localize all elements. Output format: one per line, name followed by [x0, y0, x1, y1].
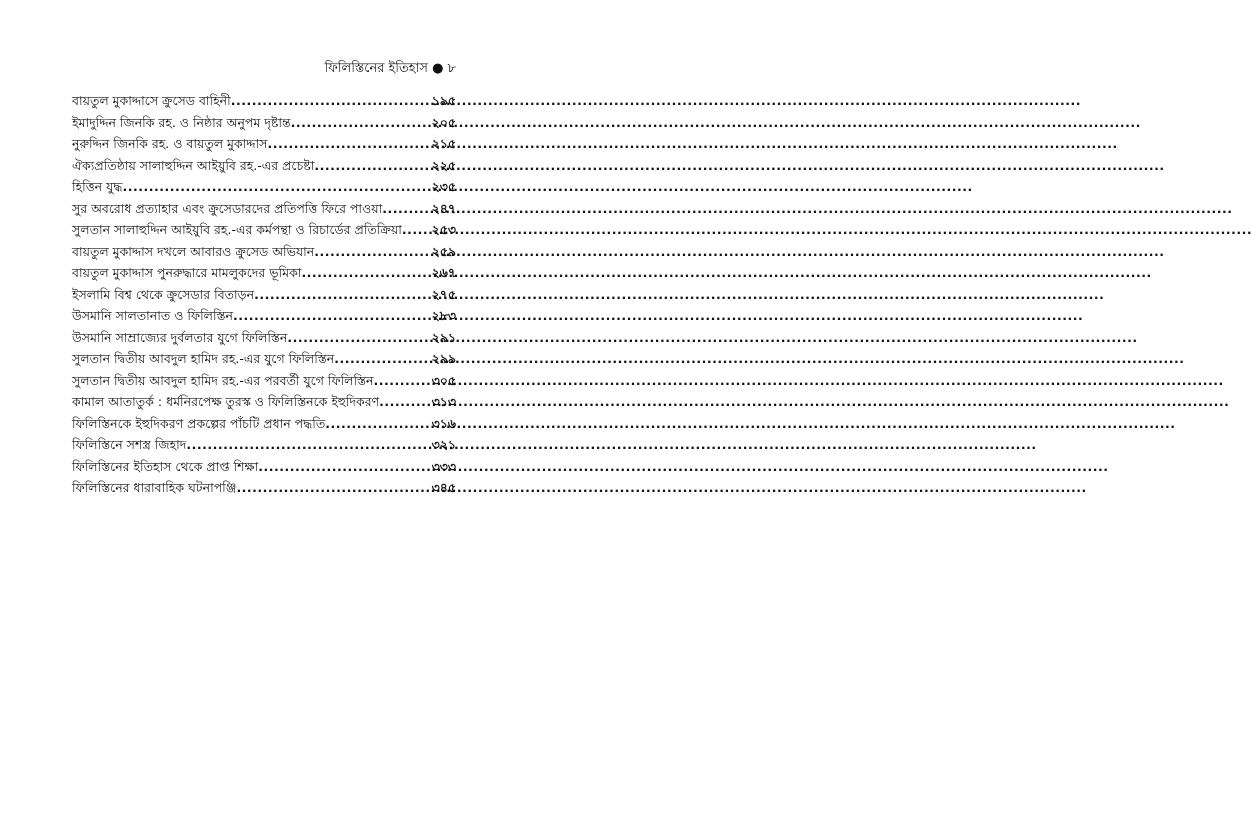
toc-entry-page-number: ৩৩৩	[431, 458, 456, 474]
toc-entry	[72, 348, 456, 370]
toc-entry-title: বায়তুল মুকাদ্দাসে ক্রুসেড বাহিনী	[72, 93, 231, 108]
toc-entry	[72, 391, 456, 413]
toc-dot-leader	[314, 155, 429, 177]
toc-entry	[72, 112, 456, 134]
toc-entry-page-number: ২৪৭	[431, 200, 456, 216]
toc-dot-leader	[314, 241, 429, 263]
toc-dot-leader	[186, 434, 429, 456]
toc-entry-page-number: ২৮৩	[431, 308, 456, 323]
toc-entry-title: ইসলামি বিশ্ব থেকে ক্রুসেডার বিতাড়ন	[72, 286, 255, 302]
toc-entry-page-number: ২৭৫	[431, 286, 456, 302]
toc-dot-leader	[254, 284, 430, 306]
toc-entry-page-number: ৩০৫	[431, 372, 456, 388]
toc-entry	[72, 219, 456, 241]
toc-entry-title: কামাল আতাতুর্ক : ধর্মনিরপেক্ষ তুরস্ক ও ফিলিস্তিনকে ইহুদিকরণ	[72, 394, 380, 409]
toc-entry-page-number: ২৯৯	[431, 351, 456, 366]
toc-entry	[72, 176, 456, 198]
toc-dot-leader	[287, 327, 429, 349]
toc-entry-title: বায়তুল মুকাদ্দাস দখলে আবারও ক্রুসেড অভিযান	[72, 243, 315, 259]
toc-entry	[72, 155, 456, 177]
toc-entry-title: সুলতান সালাহুদ্দিন আইয়ুবি রহ.-এর কর্মপন্থা ও রিচার্ডের প্রতিক্রিয়া	[72, 222, 402, 237]
book-page	[0, 0, 528, 816]
toc-entry-title: উসমানি সাম্রাজ্যের দুর্বলতার যুগে ফিলিস্তিন	[72, 329, 288, 345]
toc-entry-page-number: ২৫৩	[431, 222, 456, 237]
toc-dot-leader	[236, 477, 429, 499]
toc-entry-page-number: ২২৫	[431, 157, 456, 173]
toc-dot-leader	[122, 176, 429, 198]
toc-entry-page-number: ৩১৩	[431, 394, 456, 409]
toc-entry-page-number: ২৬৭	[431, 265, 456, 280]
toc-entry-page-number: ২৯১	[431, 329, 456, 345]
toc-entry-page-number: ২৫৯	[431, 243, 456, 259]
toc-entry-page-number: ২৩৫	[431, 179, 456, 194]
toc-entry	[72, 198, 456, 220]
toc-dot-leader	[291, 112, 430, 134]
toc-entry-title: ফিলিস্তিনকে ইহুদিকরণ প্রকল্পের পাঁচটি প্রধান পদ্ধতি	[72, 415, 326, 431]
toc-dot-leader	[267, 133, 429, 155]
toc-entry-page-number: ২১৫	[431, 136, 456, 151]
toc-dot-leader	[301, 262, 429, 284]
toc-entry-title: ফিলিস্তিনের ধারাবাহিক ঘটনাপঞ্জি	[72, 480, 237, 495]
toc-entry-page-number: ২০৫	[431, 114, 456, 130]
toc-entry-title: ফিলিস্তিনের ইতিহাস থেকে প্রাপ্ত শিক্ষা	[72, 458, 259, 474]
toc-dot-leader	[325, 413, 429, 435]
toc-entry	[72, 90, 456, 112]
toc-entry	[72, 284, 456, 306]
toc-entry-title: সুলতান দ্বিতীয় আবদুল হামিদ রহ.-এর পরবর্তী যুগে ফিলিস্তিন	[72, 372, 374, 388]
toc-entry-title: সুলতান দ্বিতীয় আবদুল হামিদ রহ.-এর যুগে ফিলিস্তিন	[72, 351, 335, 366]
toc-dot-leader	[379, 391, 429, 413]
toc-entry	[72, 327, 456, 349]
toc-entry-title: বায়তুল মুকাদ্দাস পুনরুদ্ধারে মামলুকদের ভূমিকা	[72, 265, 302, 280]
toc-entry-page-number: ৩১৬	[431, 415, 456, 431]
toc-entry-page-number: ১৯৫	[431, 93, 456, 108]
toc-entry	[72, 413, 456, 435]
toc-entry-title: হিত্তিন যুদ্ধ	[72, 179, 123, 194]
toc-entry	[72, 133, 456, 155]
toc-entry	[72, 305, 456, 327]
toc-entry-title: সুর অবরোধ প্রত্যাহার এবং ক্রুসেডারদের প্রতিপত্তি ফিরে পাওয়া	[72, 200, 383, 216]
toc-dot-leader	[374, 370, 430, 392]
toc-dot-leader	[334, 348, 429, 370]
toc-entry-title: নুরুদ্দিন জিনকি রহ. ও বায়তুল মুকাদ্দাস	[72, 136, 268, 151]
toc-entry-page-number: ৩২১	[431, 437, 456, 452]
toc-entry-title: উসমানি সালতানাত ও ফিলিস্তিন	[72, 308, 234, 323]
running-header: ফিলিস্তিনের ইতিহাস ● ৮	[324, 61, 456, 76]
toc-dot-leader	[258, 456, 429, 478]
toc-dot-leader	[382, 198, 429, 220]
toc-entry	[72, 241, 456, 263]
table-of-contents	[72, 90, 456, 499]
toc-dot-leader	[231, 90, 430, 112]
toc-entry	[72, 477, 456, 499]
toc-entry	[72, 434, 456, 456]
toc-entry-title: ফিলিস্তিনে সশস্ত্র জিহাদ	[72, 437, 187, 452]
toc-entry-title: ইমাদুদ্দিন জিনকি রহ. ও নিষ্ঠার অনুপম দৃষ্টান্ত	[72, 114, 291, 130]
toc-entry	[72, 456, 456, 478]
toc-entry	[72, 370, 456, 392]
toc-entry-title: ঐক্যপ্রতিষ্ঠায় সালাহুদ্দিন আইয়ুবি রহ.-এর প্রচেষ্টা	[72, 157, 315, 173]
toc-dot-leader	[233, 305, 430, 327]
toc-dot-leader	[402, 219, 430, 241]
toc-entry-page-number: ৩৪৫	[431, 480, 456, 495]
toc-entry	[72, 262, 456, 284]
